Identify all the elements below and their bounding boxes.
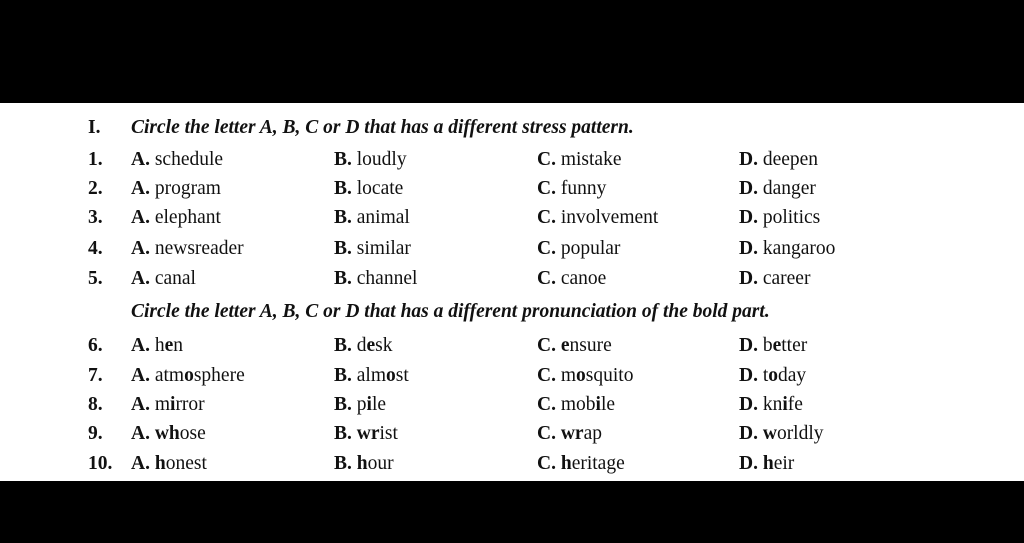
option-letter: A. <box>131 178 150 199</box>
option-b <box>334 419 398 449</box>
bold-part: e <box>366 335 376 356</box>
option-letter: B. <box>334 149 352 170</box>
question-number: 5. <box>88 268 103 289</box>
bold-part: wr <box>560 423 584 444</box>
option-letter: D. <box>739 178 758 199</box>
bold-part: o <box>768 365 779 386</box>
word-part: danger <box>762 178 816 199</box>
word-part: ap <box>583 423 602 444</box>
option-c <box>537 419 602 449</box>
bold-part: e <box>772 335 782 356</box>
option-c <box>537 390 615 420</box>
option-letter: D. <box>739 238 758 259</box>
word-part: h <box>154 335 165 356</box>
option-c <box>537 234 620 264</box>
section-1-title: Circle the letter A, B, C or D that has a different stress pattern. <box>131 117 634 138</box>
option-letter: D. <box>739 149 758 170</box>
word-part: rror <box>175 394 205 415</box>
bold-part: h <box>356 453 368 474</box>
word-part: elephant <box>154 207 221 228</box>
option-letter: D. <box>739 453 758 474</box>
option-letter: B. <box>334 268 352 289</box>
word-part: eir <box>773 453 795 474</box>
option-letter: A. <box>131 453 150 474</box>
option-d <box>739 449 794 479</box>
word-part: tter <box>781 335 808 356</box>
option-letter: B. <box>334 423 352 444</box>
option-letter: A. <box>131 268 150 289</box>
word-part: m <box>560 365 577 386</box>
word-part: day <box>778 365 807 386</box>
option-b <box>334 390 386 420</box>
option-a <box>131 419 206 449</box>
question-row <box>0 331 1024 361</box>
option-letter: B. <box>334 335 352 356</box>
option-letter: C. <box>537 453 556 474</box>
option-a <box>131 264 196 294</box>
question-number: 10. <box>88 453 113 474</box>
option-d <box>739 264 810 294</box>
option-a <box>131 203 221 233</box>
option-a <box>131 145 223 175</box>
word-part: our <box>367 453 394 474</box>
option-c <box>537 331 612 361</box>
word-part: orldly <box>776 423 824 444</box>
word-part: sk <box>375 335 393 356</box>
option-b <box>334 331 393 361</box>
option-b <box>334 174 403 204</box>
option-a <box>131 361 245 391</box>
word-part: similar <box>356 238 411 259</box>
question-number: 7. <box>88 365 103 386</box>
question-row <box>0 145 1024 175</box>
word-part: program <box>154 178 221 199</box>
word-part: loudly <box>356 149 407 170</box>
word-part: animal <box>356 207 410 228</box>
word-part: atm <box>154 365 185 386</box>
option-letter: D. <box>739 335 758 356</box>
word-part: popular <box>560 238 621 259</box>
option-letter: D. <box>739 207 758 228</box>
question-row <box>0 203 1024 233</box>
word-part: eritage <box>571 453 625 474</box>
bold-part: w <box>762 423 777 444</box>
option-letter: C. <box>537 238 556 259</box>
option-letter: A. <box>131 394 150 415</box>
word-part: squito <box>585 365 634 386</box>
option-a <box>131 449 207 479</box>
option-d <box>739 331 807 361</box>
question-number: 4. <box>88 238 103 259</box>
question-row <box>0 234 1024 264</box>
word-part: mob <box>560 394 596 415</box>
word-part: canoe <box>560 268 607 289</box>
option-letter: B. <box>334 394 352 415</box>
option-d <box>739 419 824 449</box>
word-part: kangaroo <box>762 238 836 259</box>
option-d <box>739 390 803 420</box>
option-letter: A. <box>131 149 150 170</box>
word-part: politics <box>762 207 821 228</box>
option-c <box>537 264 606 294</box>
option-c <box>537 361 633 391</box>
question-row <box>0 361 1024 391</box>
option-letter: A. <box>131 238 150 259</box>
option-c <box>537 174 606 204</box>
bold-part: h <box>154 453 166 474</box>
option-letter: A. <box>131 423 150 444</box>
bold-part: o <box>184 365 194 386</box>
bold-part: e <box>164 335 174 356</box>
option-b <box>334 449 394 479</box>
word-part: n <box>173 335 183 356</box>
question-number: 2. <box>88 178 103 199</box>
option-d <box>739 234 835 264</box>
option-letter: C. <box>537 178 556 199</box>
question-number: 9. <box>88 423 103 444</box>
option-letter: B. <box>334 365 352 386</box>
option-letter: A. <box>131 207 150 228</box>
word-part: locate <box>356 178 404 199</box>
word-part: career <box>762 268 811 289</box>
option-letter: B. <box>334 178 352 199</box>
question-row <box>0 390 1024 420</box>
bold-part: i <box>782 394 788 415</box>
option-b <box>334 234 411 264</box>
bold-part: i <box>170 394 176 415</box>
bold-part: wh <box>154 423 180 444</box>
word-part: m <box>154 394 171 415</box>
word-part: channel <box>356 268 418 289</box>
word-part: le <box>371 394 387 415</box>
option-letter: C. <box>537 149 556 170</box>
option-b <box>334 264 417 294</box>
option-a <box>131 174 221 204</box>
question-number: 8. <box>88 394 103 415</box>
option-letter: B. <box>334 238 352 259</box>
option-c <box>537 449 625 479</box>
word-part: fe <box>787 394 803 415</box>
option-d <box>739 361 806 391</box>
option-letter: B. <box>334 207 352 228</box>
section-number: I. <box>88 117 101 138</box>
word-part: canal <box>154 268 196 289</box>
option-d <box>739 203 820 233</box>
option-d <box>739 145 818 175</box>
option-letter: C. <box>537 207 556 228</box>
bold-part: e <box>560 335 570 356</box>
option-letter: C. <box>537 394 556 415</box>
word-part: ose <box>179 423 206 444</box>
option-b <box>334 361 409 391</box>
option-letter: D. <box>739 268 758 289</box>
option-d <box>739 174 816 204</box>
question-number: 1. <box>88 149 103 170</box>
word-part: sphere <box>193 365 245 386</box>
option-c <box>537 145 622 175</box>
word-part: involvement <box>560 207 659 228</box>
question-row <box>0 419 1024 449</box>
word-part: le <box>600 394 616 415</box>
question-row <box>0 264 1024 294</box>
bold-part: h <box>762 453 774 474</box>
word-part: schedule <box>154 149 224 170</box>
word-part: kn <box>762 394 783 415</box>
option-a <box>131 331 183 361</box>
option-c <box>537 203 658 233</box>
bold-part: wr <box>356 423 380 444</box>
option-b <box>334 203 410 233</box>
option-letter: D. <box>739 423 758 444</box>
word-part: mistake <box>560 149 622 170</box>
word-part: deepen <box>762 149 819 170</box>
option-letter: C. <box>537 423 556 444</box>
worksheet <box>0 103 1024 481</box>
option-b <box>334 145 407 175</box>
option-a <box>131 234 244 264</box>
bold-part: o <box>386 365 396 386</box>
bold-part: h <box>560 453 572 474</box>
word-part: onest <box>165 453 207 474</box>
word-part: p <box>356 394 367 415</box>
word-part: b <box>762 335 773 356</box>
option-letter: C. <box>537 365 556 386</box>
option-letter: B. <box>334 453 352 474</box>
word-part: newsreader <box>154 238 244 259</box>
word-part: d <box>356 335 367 356</box>
section-2-title: Circle the letter A, B, C or D that has a different pronunciation of the bold part. <box>131 301 770 322</box>
question-row <box>0 449 1024 479</box>
bold-part: o <box>576 365 586 386</box>
bold-part: i <box>595 394 601 415</box>
bold-part: i <box>366 394 372 415</box>
word-part: nsure <box>569 335 612 356</box>
option-letter: D. <box>739 394 758 415</box>
option-letter: A. <box>131 335 150 356</box>
word-part: alm <box>356 365 387 386</box>
word-part: st <box>395 365 409 386</box>
word-part: funny <box>560 178 607 199</box>
question-number: 3. <box>88 207 103 228</box>
word-part: t <box>762 365 769 386</box>
section-2-heading <box>0 297 1024 327</box>
section-1-heading <box>0 113 1024 143</box>
question-number: 6. <box>88 335 103 356</box>
option-letter: D. <box>739 365 758 386</box>
question-row <box>0 174 1024 204</box>
option-letter: A. <box>131 365 150 386</box>
option-letter: C. <box>537 268 556 289</box>
option-a <box>131 390 205 420</box>
word-part: ist <box>379 423 398 444</box>
option-letter: C. <box>537 335 556 356</box>
